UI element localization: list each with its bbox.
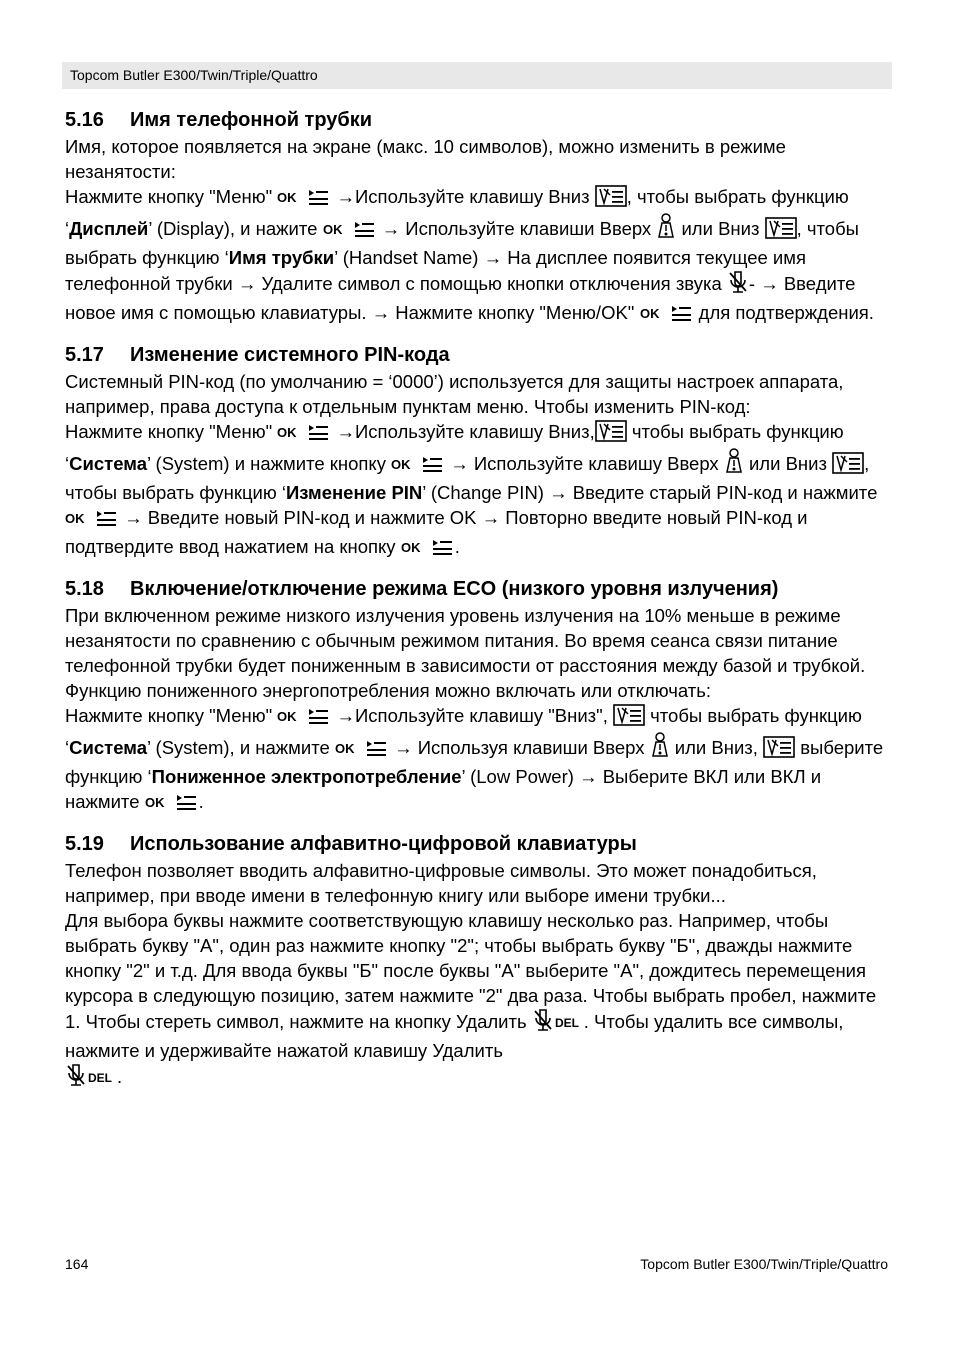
paragraph: Функцию пониженного энергопотребления можно включать или отключать: bbox=[65, 680, 712, 701]
down-key-icon bbox=[595, 420, 627, 448]
ok-menu-key-icon bbox=[323, 219, 377, 245]
section-5-18 bbox=[65, 575, 893, 818]
section-heading bbox=[65, 830, 893, 858]
down-key-icon bbox=[763, 736, 795, 764]
running-header-title: Topcom Butler E300/Twin/Triple/Quattro bbox=[70, 67, 318, 83]
page-number: 164 bbox=[65, 1256, 89, 1272]
up-key-icon bbox=[650, 732, 670, 764]
running-footer-title: Topcom Butler E300/Twin/Triple/Quattro bbox=[640, 1256, 888, 1272]
ok-menu-key-icon bbox=[65, 508, 119, 534]
mute-key-icon bbox=[727, 270, 749, 300]
section-heading bbox=[65, 341, 893, 369]
svg-text:OK: OK bbox=[65, 511, 85, 526]
down-key-icon bbox=[595, 185, 627, 213]
svg-text:DEL: DEL bbox=[554, 1016, 579, 1030]
svg-text:OK: OK bbox=[400, 540, 421, 555]
svg-text:OK: OK bbox=[391, 457, 411, 472]
paragraph: Системный PIN-код (по умолчанию = ‘0000’) используется для защиты настроек аппарата, например, права доступа к отдельным пунктам меню. Чтобы изменить PIN-код: bbox=[65, 371, 844, 417]
up-key-icon bbox=[724, 448, 744, 480]
up-key-icon bbox=[656, 213, 676, 245]
instruction-paragraph: Для выбора буквы нажмите соответствующую клавишу несколько раз. Например, чтобы выбрать букву "А", один раз нажмите кнопку "2"; чтобы выбрать букву "Б", дважды нажмите кнопку "2" и т.д. Для ввода буквы "Б" после буквы "А" выберите "А", дождитесь перемещения курсора в следующую позицию, затем нажмите "2" два раза. Чтобы выбрать пробел, нажмите 1. Чтобы стереть символ, нажмите на кнопку Удалить DEL . Чтобы удалить все символы, нажмите и удерживайте нажатой клавишу Удалить DEL . bbox=[65, 908, 893, 1093]
section-number: 5.16 bbox=[65, 109, 104, 131]
instruction-paragraph: Нажмите кнопку "Меню" OK →Используйте клавишу Вниз , чтобы выбрать функцию ‘Дисплей’ (Display), и нажите OK → Используйте клавиши Вверх или Вниз , чтобы выбрать функцию ‘Имя трубки’ (Handset Name) → На дисплее появится текущее имя телефонной трубки → Удалите символ с помощью кнопки отключения звука - → Введите новое имя с помощью клавиатуры. → Нажмите кнопку "Меню/OK" OK для подтверждения. bbox=[65, 184, 893, 329]
down-key-icon bbox=[832, 452, 864, 480]
running-header bbox=[62, 62, 892, 89]
delete-key-icon bbox=[532, 1008, 584, 1038]
svg-text:OK: OK bbox=[144, 795, 165, 810]
svg-text:OK: OK bbox=[277, 709, 297, 724]
section-5-17 bbox=[65, 341, 893, 563]
down-key-icon bbox=[765, 217, 797, 245]
ok-menu-key-icon bbox=[391, 454, 445, 480]
section-number: 5.18 bbox=[65, 578, 104, 600]
section-heading bbox=[65, 106, 893, 134]
ok-menu-key-icon bbox=[401, 537, 455, 563]
svg-text:DEL: DEL bbox=[88, 1071, 112, 1085]
instruction-paragraph: Нажмите кнопку "Меню" OK →Используйте клавишу "Вниз", чтобы выбрать функцию ‘Система’ (System), и нажмите OK → Используя клавиши Вверх или Вниз, выберите функцию ‘Пониженное электропотребление’ (Low Power) → Выберите ВКЛ или ВКЛ и нажмите OK . bbox=[65, 703, 893, 818]
svg-text:OK: OK bbox=[277, 190, 297, 205]
page-content bbox=[65, 106, 893, 1105]
svg-text:OK: OK bbox=[639, 306, 660, 321]
paragraph: При включенном режиме низкого излучения уровень излучения на 10% меньше в режиме незанятости по сравнению с обычным режимом питания. Во время сеанса связи питание телефонной трубки будет пониженным в зависимости от расстояния между базой и трубкой. bbox=[65, 605, 866, 676]
section-number: 5.17 bbox=[65, 344, 104, 366]
section-title: Изменение системного PIN-кода bbox=[130, 344, 450, 366]
ok-menu-key-icon bbox=[640, 303, 694, 329]
section-5-19 bbox=[65, 830, 893, 1093]
paragraph: Имя, которое появляется на экране (макс. 10 символов), можно изменить в режиме незанятости: bbox=[65, 136, 786, 182]
section-title: Имя телефонной трубки bbox=[130, 109, 373, 131]
section-title: Использование алфавитно-цифровой клавиатуры bbox=[130, 833, 637, 855]
svg-text:OK: OK bbox=[322, 222, 343, 237]
delete-key-icon bbox=[65, 1063, 117, 1093]
ok-menu-key-icon bbox=[277, 187, 331, 213]
down-key-icon bbox=[613, 704, 645, 732]
section-number: 5.19 bbox=[65, 833, 104, 855]
svg-text:OK: OK bbox=[277, 425, 297, 440]
paragraph: Телефон позволяет вводить алфавитно-цифровые символы. Это может понадобиться, например, при вводе имени в телефонную книгу или выборе имени трубки... bbox=[65, 860, 817, 906]
ok-menu-key-icon bbox=[277, 706, 331, 732]
section-5-16 bbox=[65, 106, 893, 329]
ok-menu-key-icon bbox=[145, 792, 199, 818]
ok-menu-key-icon bbox=[277, 422, 331, 448]
instruction-paragraph: Нажмите кнопку "Меню" OK →Используйте клавишу Вниз, чтобы выбрать функцию ‘Система’ (System) и нажмите кнопку OK → Используйте клавишу Вверх или Вниз , чтобы выбрать функцию ‘Изменение PIN’ (Change PIN) → Введите старый PIN-код и нажмите OK → Введите новый PIN-код и нажмите OK → Повторно введите новый PIN-код и подтвердите ввод нажатием на кнопку OK . bbox=[65, 419, 893, 563]
ok-menu-key-icon bbox=[335, 738, 389, 764]
section-title: Включение/отключение режима ECO (низкого уровня излучения) bbox=[130, 578, 779, 600]
section-heading bbox=[65, 575, 893, 603]
svg-text:OK: OK bbox=[334, 741, 355, 756]
